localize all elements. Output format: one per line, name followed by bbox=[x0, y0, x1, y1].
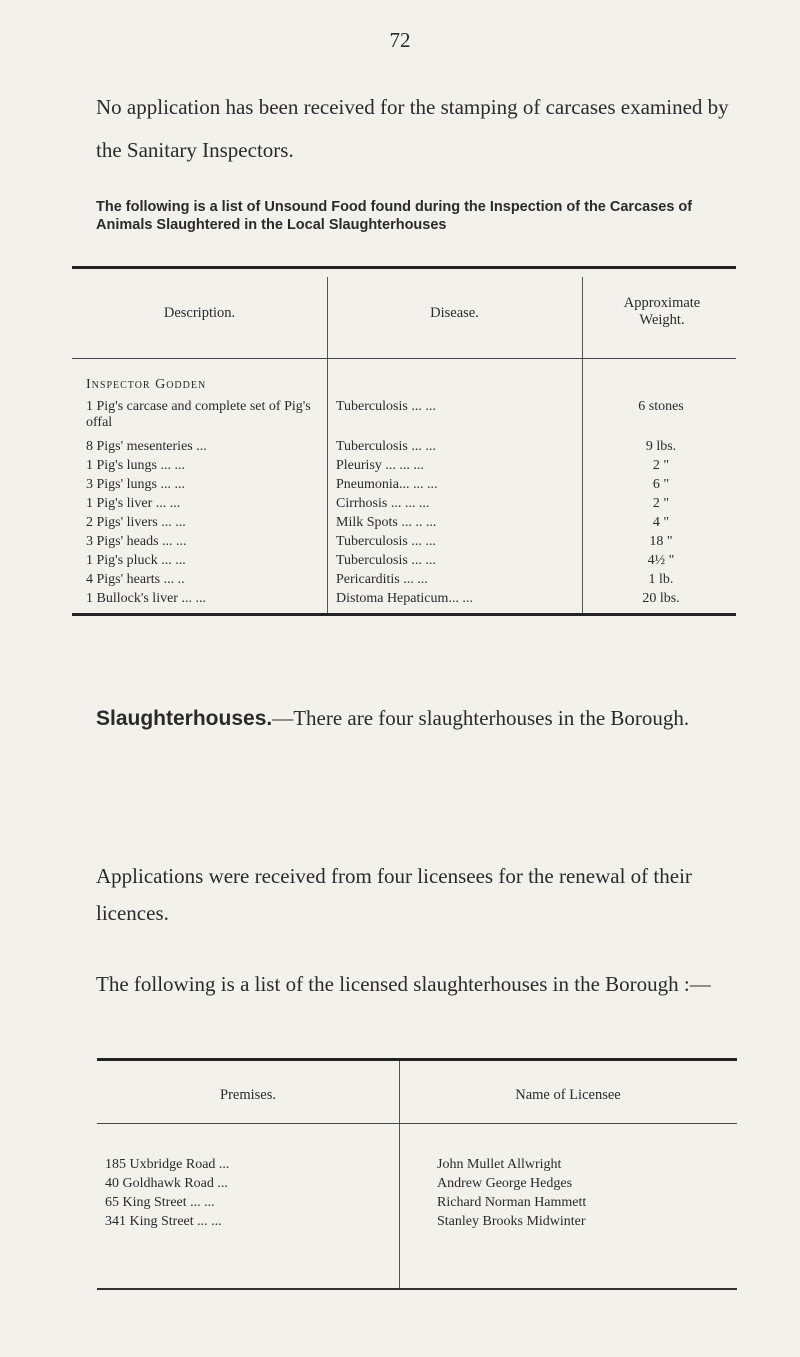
table-row bbox=[72, 534, 736, 553]
row-licensee: Stanley Brooks Midwinter bbox=[437, 1214, 586, 1229]
section-label: Inspector Godden bbox=[86, 377, 207, 392]
row-premises: 341 King Street ... ... bbox=[105, 1214, 222, 1229]
row-weight: 9 lbs. bbox=[645, 439, 677, 454]
table-row bbox=[97, 1157, 737, 1177]
header-licensee: Name of Licensee bbox=[515, 1087, 621, 1103]
row-weight: 1 lb. bbox=[648, 572, 674, 587]
table1-caption: The following is a list of Unsound Food found during the Inspection of the Carcases of Animals Slaughtered in the Local Slaughterhouses bbox=[96, 199, 693, 233]
header-divider bbox=[97, 1123, 737, 1124]
row-premises: 65 King Street ... ... bbox=[105, 1195, 215, 1210]
table-row bbox=[72, 399, 736, 430]
row-disease: Pericarditis ... ... bbox=[336, 572, 428, 587]
table-row bbox=[97, 1176, 737, 1196]
slaughterhouses-text: —There are four slaughterhouses in the Borough. bbox=[272, 706, 690, 730]
row-description: 3 Pigs' lungs ... ... bbox=[86, 477, 185, 492]
row-weight: 4 " bbox=[652, 515, 670, 530]
row-disease: Pleurisy ... ... ... bbox=[336, 458, 424, 473]
table-row bbox=[72, 591, 736, 610]
row-weight: 4½ " bbox=[647, 553, 675, 568]
header-divider bbox=[72, 358, 736, 359]
row-description: 3 Pigs' heads ... ... bbox=[86, 534, 187, 549]
applications-paragraph: Applications were received from four licensees for the renewal of their licences. bbox=[96, 864, 692, 925]
row-disease: Distoma Hepaticum... ... bbox=[336, 591, 473, 606]
table-row bbox=[72, 572, 736, 591]
row-description: 1 Pig's carcase and complete set of Pig's offal bbox=[86, 399, 311, 430]
row-description: 8 Pigs' mesenteries ... bbox=[86, 439, 207, 454]
table-row bbox=[72, 477, 736, 496]
row-weight: 2 " bbox=[652, 458, 670, 473]
header-weight: Approximate Weight. bbox=[623, 295, 701, 328]
row-description: 1 Pig's lungs ... ... bbox=[86, 458, 185, 473]
row-disease: Pneumonia... ... ... bbox=[336, 477, 438, 492]
row-description: 1 Pig's liver ... ... bbox=[86, 496, 181, 511]
row-description: 1 Bullock's liver ... ... bbox=[86, 591, 206, 606]
row-weight: 6 stones bbox=[638, 399, 684, 414]
table-row bbox=[72, 515, 736, 534]
row-weight: 2 " bbox=[652, 496, 670, 511]
row-weight: 6 " bbox=[652, 477, 670, 492]
table-row bbox=[97, 1214, 737, 1234]
header-disease: Disease. bbox=[430, 305, 479, 321]
licensees-table bbox=[97, 1058, 737, 1290]
row-disease: Milk Spots ... .. ... bbox=[336, 515, 437, 530]
row-disease: Tuberculosis ... ... bbox=[336, 439, 436, 454]
row-disease: Cirrhosis ... ... ... bbox=[336, 496, 430, 511]
row-description: 1 Pig's pluck ... ... bbox=[86, 553, 186, 568]
row-disease: Tuberculosis ... ... bbox=[336, 399, 436, 414]
row-description: 4 Pigs' hearts ... .. bbox=[86, 572, 185, 587]
intro-paragraph: No application has been received for the stamping of carcases examined by the Sanitary Inspectors. bbox=[96, 95, 729, 162]
row-description: 2 Pigs' livers ... ... bbox=[86, 515, 186, 530]
table-row bbox=[72, 553, 736, 572]
slaughterhouses-paragraph bbox=[96, 700, 746, 737]
header-description: Description. bbox=[163, 305, 236, 321]
table-row bbox=[72, 496, 736, 515]
row-licensee: Richard Norman Hammett bbox=[437, 1195, 587, 1210]
table-row bbox=[72, 439, 736, 458]
page-number: 72 bbox=[389, 28, 411, 52]
row-licensee: Andrew George Hedges bbox=[437, 1176, 573, 1191]
header-premises: Premises. bbox=[220, 1087, 276, 1103]
row-licensee: John Mullet Allwright bbox=[437, 1157, 562, 1172]
row-premises: 185 Uxbridge Road ... bbox=[105, 1157, 230, 1172]
table-row bbox=[72, 458, 736, 477]
row-disease: Tuberculosis ... ... bbox=[336, 534, 436, 549]
table-row bbox=[97, 1195, 737, 1215]
unsound-food-table bbox=[72, 266, 736, 616]
row-weight: 18 " bbox=[649, 534, 673, 549]
row-disease: Tuberculosis ... ... bbox=[336, 553, 436, 568]
row-weight: 20 lbs. bbox=[642, 591, 680, 606]
slaughterhouses-heading: Slaughterhouses. bbox=[96, 707, 273, 730]
row-premises: 40 Goldhawk Road ... bbox=[105, 1176, 228, 1191]
list-intro-paragraph: The following is a list of the licensed slaughterhouses in the Borough :— bbox=[96, 972, 711, 996]
